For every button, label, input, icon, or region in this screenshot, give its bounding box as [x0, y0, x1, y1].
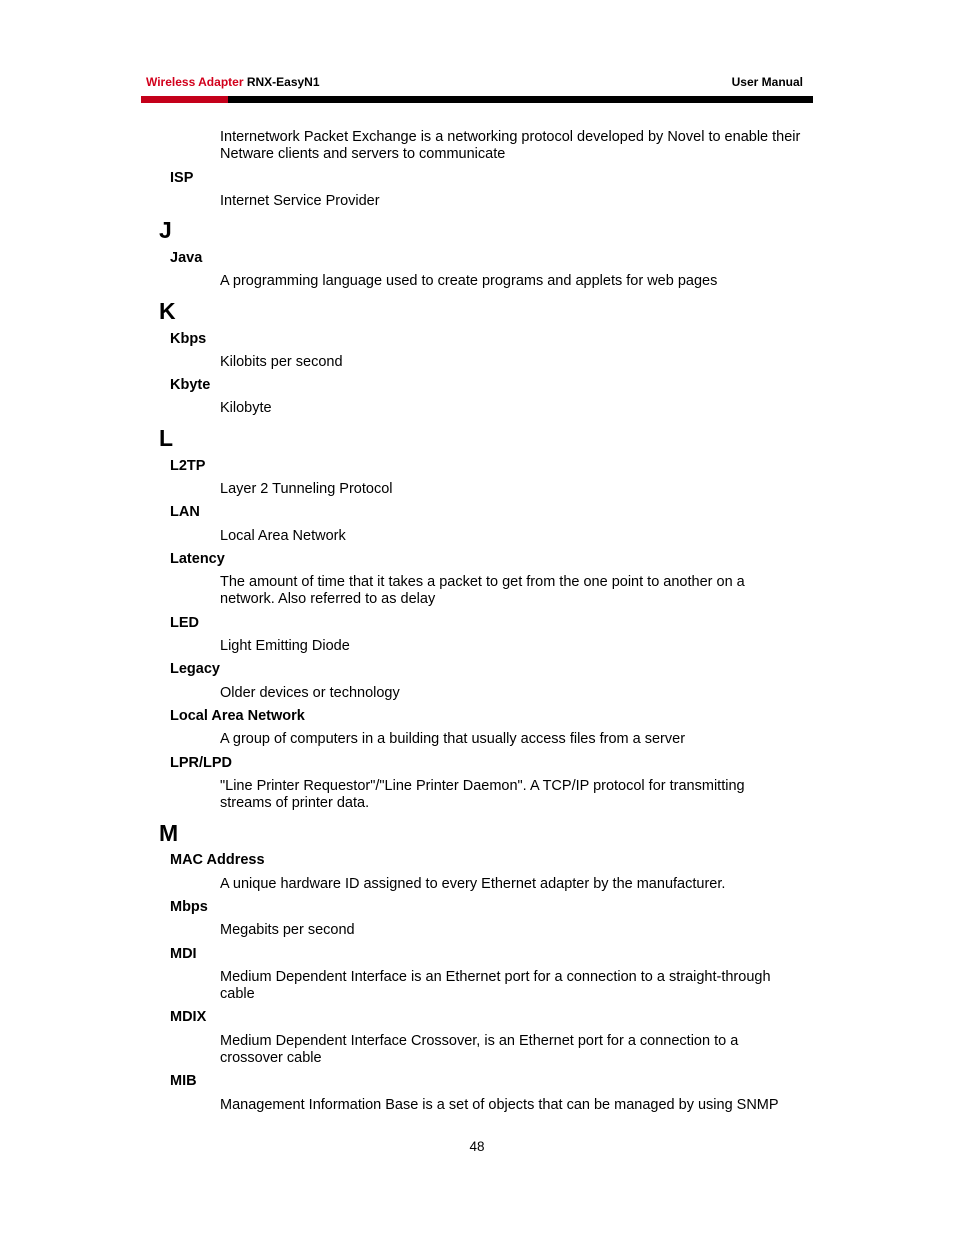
definition-mac-address: A unique hardware ID assigned to every Ethernet adapter by the manufacturer.: [220, 876, 726, 892]
definition-kbyte: Kilobyte: [220, 400, 272, 416]
definition-latency: The amount of time that it takes a packet to get from the one point to another on a network. Also referred to as delay: [220, 574, 745, 607]
definition-mbps: Megabits per second: [220, 922, 355, 938]
term-l2tp: L2TP: [170, 458, 206, 474]
term-lan: LAN: [170, 504, 200, 520]
definition-l2tp: Layer 2 Tunneling Protocol: [220, 481, 393, 497]
definition-lpr-lpd: "Line Printer Requestor"/"Line Printer Daemon". A TCP/IP protocol for transmitting streams of printer data.: [220, 778, 745, 811]
definition-mdi: Medium Dependent Interface is an Ethernet port for a connection to a straight-through cable: [220, 969, 771, 1002]
definition-isp: Internet Service Provider: [220, 193, 380, 209]
definition-lan: Local Area Network: [220, 528, 346, 544]
definition-local-area-network: A group of computers in a building that usually access files from a server: [220, 731, 686, 747]
page-number: 48: [469, 1139, 485, 1154]
term-java: Java: [170, 250, 203, 266]
term-legacy: Legacy: [170, 661, 220, 677]
definition-ipx: Internetwork Packet Exchange is a networking protocol developed by Novel to enable their Netware clients and servers to communicate: [220, 129, 801, 162]
term-lpr-lpd: LPR/LPD: [170, 755, 233, 771]
header-rule: [228, 96, 813, 103]
definition-mdix: Medium Dependent Interface Crossover, is an Ethernet port for a connection to a crossover cable: [220, 1033, 739, 1066]
section-letter-k: K: [159, 298, 176, 324]
term-kbyte: Kbyte: [170, 377, 211, 393]
definition-led: Light Emitting Diode: [220, 638, 350, 654]
section-letter-l: L: [159, 425, 174, 451]
section-letter-j: J: [159, 217, 172, 243]
term-mac-address: MAC Address: [170, 852, 265, 868]
term-isp: ISP: [170, 170, 194, 186]
definition-kbps: Kilobits per second: [220, 354, 343, 370]
term-mbps: Mbps: [170, 899, 208, 915]
page-header: [146, 75, 803, 91]
term-mdi: MDI: [170, 946, 197, 962]
term-led: LED: [170, 615, 199, 631]
header-brand: Wireless Adapter: [146, 75, 244, 89]
header-rule-accent: [141, 96, 228, 103]
header-manual-title: User Manual: [731, 75, 803, 89]
term-kbps: Kbps: [170, 331, 207, 347]
section-letter-m: M: [159, 820, 179, 846]
term-local-area-network: Local Area Network: [170, 708, 305, 724]
definition-mib: Management Information Base is a set of objects that can be managed by using SNMP: [220, 1097, 779, 1113]
term-latency: Latency: [170, 551, 225, 567]
term-mib: MIB: [170, 1073, 197, 1089]
definition-legacy: Older devices or technology: [220, 685, 400, 701]
definition-java: A programming language used to create programs and applets for web pages: [220, 273, 718, 289]
header-model: RNX-EasyN1: [246, 75, 320, 89]
term-mdix: MDIX: [170, 1009, 207, 1025]
